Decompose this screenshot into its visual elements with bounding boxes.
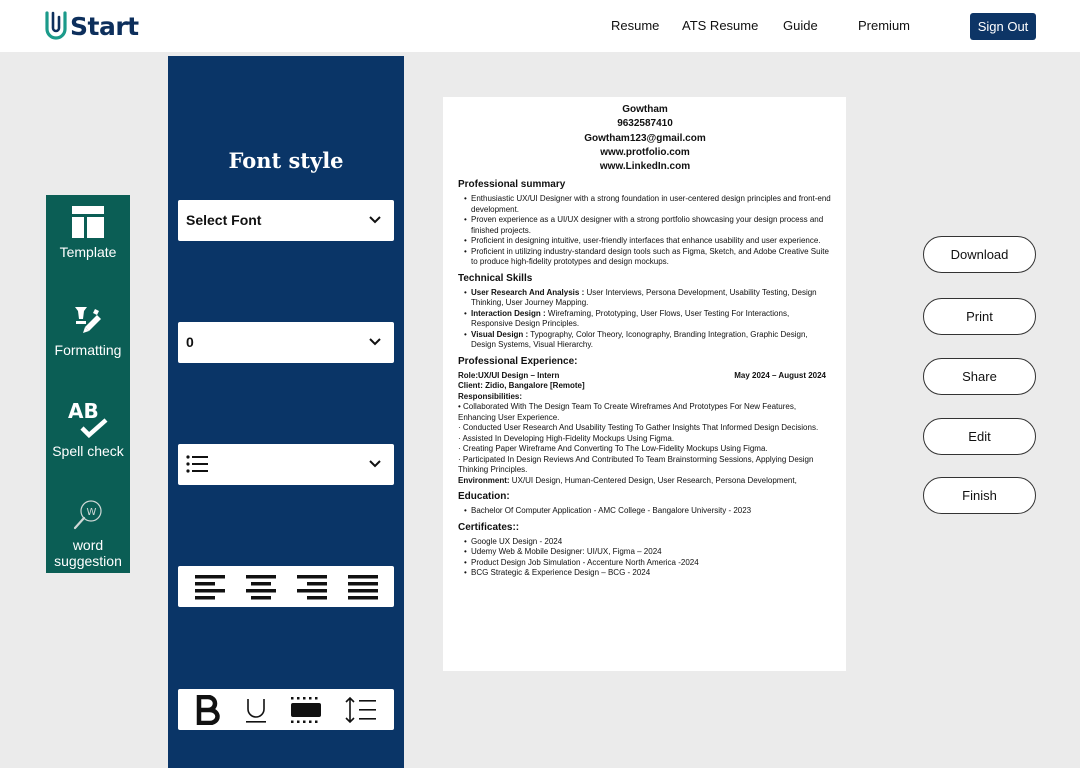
tool-sidebar bbox=[46, 195, 130, 573]
font-size-value: 0 bbox=[186, 334, 194, 350]
align-justify-icon[interactable] bbox=[347, 573, 379, 601]
role-row bbox=[458, 371, 832, 382]
font-select-value: Select Font bbox=[186, 212, 262, 228]
chevron-down-icon bbox=[368, 213, 382, 227]
resume-name: Gowtham bbox=[622, 104, 668, 115]
print-button[interactable]: Print bbox=[923, 298, 1036, 335]
skill-text: Typography, Color Theory, Iconography, Branding Integration, Graphic Design, Design Systems, Visual Hierarchy. bbox=[471, 329, 808, 350]
skill-text: Wireframing, Prototyping, User Flows, User Testing For Interactions, Responsive Design Principles. bbox=[471, 308, 790, 329]
tool-spell-check-label: Spell check bbox=[52, 443, 124, 459]
skill-name: User Research And Analysis : bbox=[471, 287, 585, 297]
client: Client: Zidio, Bangalore [Remote] bbox=[458, 381, 585, 391]
list-item: • Bachelor Of Computer Application - AMC College - Bangalore University - 2023 bbox=[464, 506, 832, 517]
align-left-icon[interactable] bbox=[194, 573, 226, 601]
font-size-select[interactable] bbox=[178, 322, 394, 363]
skills-list bbox=[458, 288, 832, 351]
download-button[interactable]: Download bbox=[923, 236, 1036, 273]
responsibility-item: • Collaborated With The Design Team To Create Wireframes And Prototypes For New Features, Enhancing User Experience. bbox=[458, 402, 797, 422]
experience-heading: Professional Experience: bbox=[458, 355, 578, 367]
skill-name: Visual Design : bbox=[471, 329, 529, 339]
resume-preview bbox=[443, 97, 846, 671]
list-style-select[interactable] bbox=[178, 444, 394, 485]
list-item: • Udemy Web & Mobile Designer: UI/UX, Figma – 2024 bbox=[464, 547, 832, 558]
alignment-toolbar bbox=[178, 566, 394, 607]
panel-title: Font style bbox=[228, 148, 344, 173]
underline-icon[interactable] bbox=[244, 696, 268, 724]
align-center-icon[interactable] bbox=[245, 573, 277, 601]
list-item bbox=[464, 309, 832, 330]
responsibility-item: · Conducted User Research And Usability Testing To Gather Insights That Informed Design Decisions. bbox=[458, 423, 819, 433]
list-item bbox=[464, 330, 832, 351]
share-button[interactable]: Share bbox=[923, 358, 1036, 395]
list-item: • BCG Strategic & Experience Design – BCG - 2024 bbox=[464, 568, 832, 579]
resume-linkedin: www.LinkedIn.com bbox=[599, 161, 691, 173]
sign-out-button[interactable]: Sign Out bbox=[970, 13, 1036, 40]
responsibility-item: · Participated In Design Reviews And Contributed To Team Brainstorming Sessions, Applying Design Thinking Principles. bbox=[458, 454, 814, 475]
highlight-box-icon[interactable] bbox=[290, 696, 322, 724]
font-select[interactable] bbox=[178, 200, 394, 241]
svg-text:AB: AB bbox=[68, 399, 99, 423]
list-item bbox=[464, 288, 832, 309]
summary-heading: Professional summary bbox=[458, 179, 566, 191]
nav-premium[interactable]: Premium bbox=[858, 18, 911, 33]
list-item: • Google UX Design - 2024 bbox=[464, 537, 832, 548]
role: Role:UX/UI Design – Intern bbox=[458, 370, 560, 380]
resume-email: Gowtham123@gmail.com bbox=[584, 132, 706, 144]
skill-text: User Interviews, Persona Development, Usability Testing, Design Thinking, User Journey Mapping. bbox=[471, 287, 817, 308]
tool-formatting-label: Formatting bbox=[54, 342, 122, 358]
skill-name: Interaction Design : bbox=[471, 308, 546, 318]
nav-ats-resume[interactable]: ATS Resume bbox=[682, 18, 759, 33]
resume-phone: 9632587410 bbox=[617, 118, 673, 130]
education-list bbox=[458, 506, 832, 517]
environment-label: Environment: bbox=[458, 475, 510, 485]
tool-spell-check[interactable] bbox=[46, 398, 130, 459]
template-icon bbox=[71, 205, 105, 239]
bold-icon[interactable] bbox=[195, 695, 221, 725]
list-item: • Proven experience as a UI/UX designer with a strong portfolio showcasing your design process and finished projects. bbox=[464, 215, 832, 236]
logo-text: Start bbox=[70, 11, 139, 41]
list-item: • Product Design Job Simulation - Accenture North America -2024 bbox=[464, 558, 832, 569]
chevron-down-icon bbox=[368, 335, 382, 349]
align-right-icon[interactable] bbox=[296, 573, 328, 601]
skills-heading: Technical Skills bbox=[458, 272, 533, 284]
svg-text:W: W bbox=[86, 507, 97, 518]
word-suggestion-icon bbox=[71, 498, 105, 532]
tool-template-label: Template bbox=[59, 244, 117, 260]
nav-resume[interactable]: Resume bbox=[611, 18, 660, 33]
logo-icon bbox=[44, 11, 68, 41]
top-header bbox=[0, 0, 1080, 52]
text-format-toolbar bbox=[178, 689, 394, 730]
tool-word-suggestion-label: word suggestion bbox=[54, 537, 122, 569]
tool-template[interactable] bbox=[46, 205, 130, 260]
responsibilities-heading: Responsibilities: bbox=[458, 391, 523, 401]
list-item: • Proficient in designing intuitive, user-friendly interfaces that enhance usability and user experience. bbox=[464, 236, 832, 247]
certificates-list bbox=[458, 537, 832, 579]
resume-website: www.protfolio.com bbox=[600, 146, 690, 158]
list-item: • Enthusiastic UX/UI Designer with a strong foundation in user-centered design principles and front-end development. bbox=[464, 194, 832, 215]
responsibility-item: · Assisted In Developing High-Fidelity Mockups Using Figma. bbox=[458, 433, 675, 443]
environment-text: UX/UI Design, Human-Centered Design, User Research, Persona Development, bbox=[509, 475, 797, 485]
responsibility-item: · Creating Paper Wireframe And Converting To The Low-Fidelity Mockups Using Figma. bbox=[458, 444, 768, 454]
nav-guide[interactable]: Guide bbox=[783, 18, 818, 33]
list-item: • Proficient in utilizing industry-standard design tools such as Figma, Sketch, and Adobe Creative Suite to produce high-fidelity prototypes and design mockups. bbox=[464, 247, 832, 268]
summary-list bbox=[458, 194, 832, 268]
tool-word-suggestion[interactable] bbox=[46, 498, 130, 569]
certificates-heading: Certificates:: bbox=[458, 521, 520, 533]
formatting-icon bbox=[71, 305, 105, 337]
spell-check-icon bbox=[66, 398, 110, 438]
bullet-list-icon bbox=[186, 455, 210, 473]
education-heading: Education: bbox=[458, 491, 510, 503]
edit-button[interactable]: Edit bbox=[923, 418, 1036, 455]
logo[interactable] bbox=[44, 11, 139, 41]
environment bbox=[458, 476, 832, 487]
finish-button[interactable]: Finish bbox=[923, 477, 1036, 514]
font-style-panel bbox=[168, 56, 404, 768]
tool-formatting[interactable] bbox=[46, 305, 130, 358]
role-dates: May 2024 – August 2024 bbox=[734, 370, 826, 380]
chevron-down-icon bbox=[368, 457, 382, 471]
line-spacing-icon[interactable] bbox=[345, 696, 377, 724]
